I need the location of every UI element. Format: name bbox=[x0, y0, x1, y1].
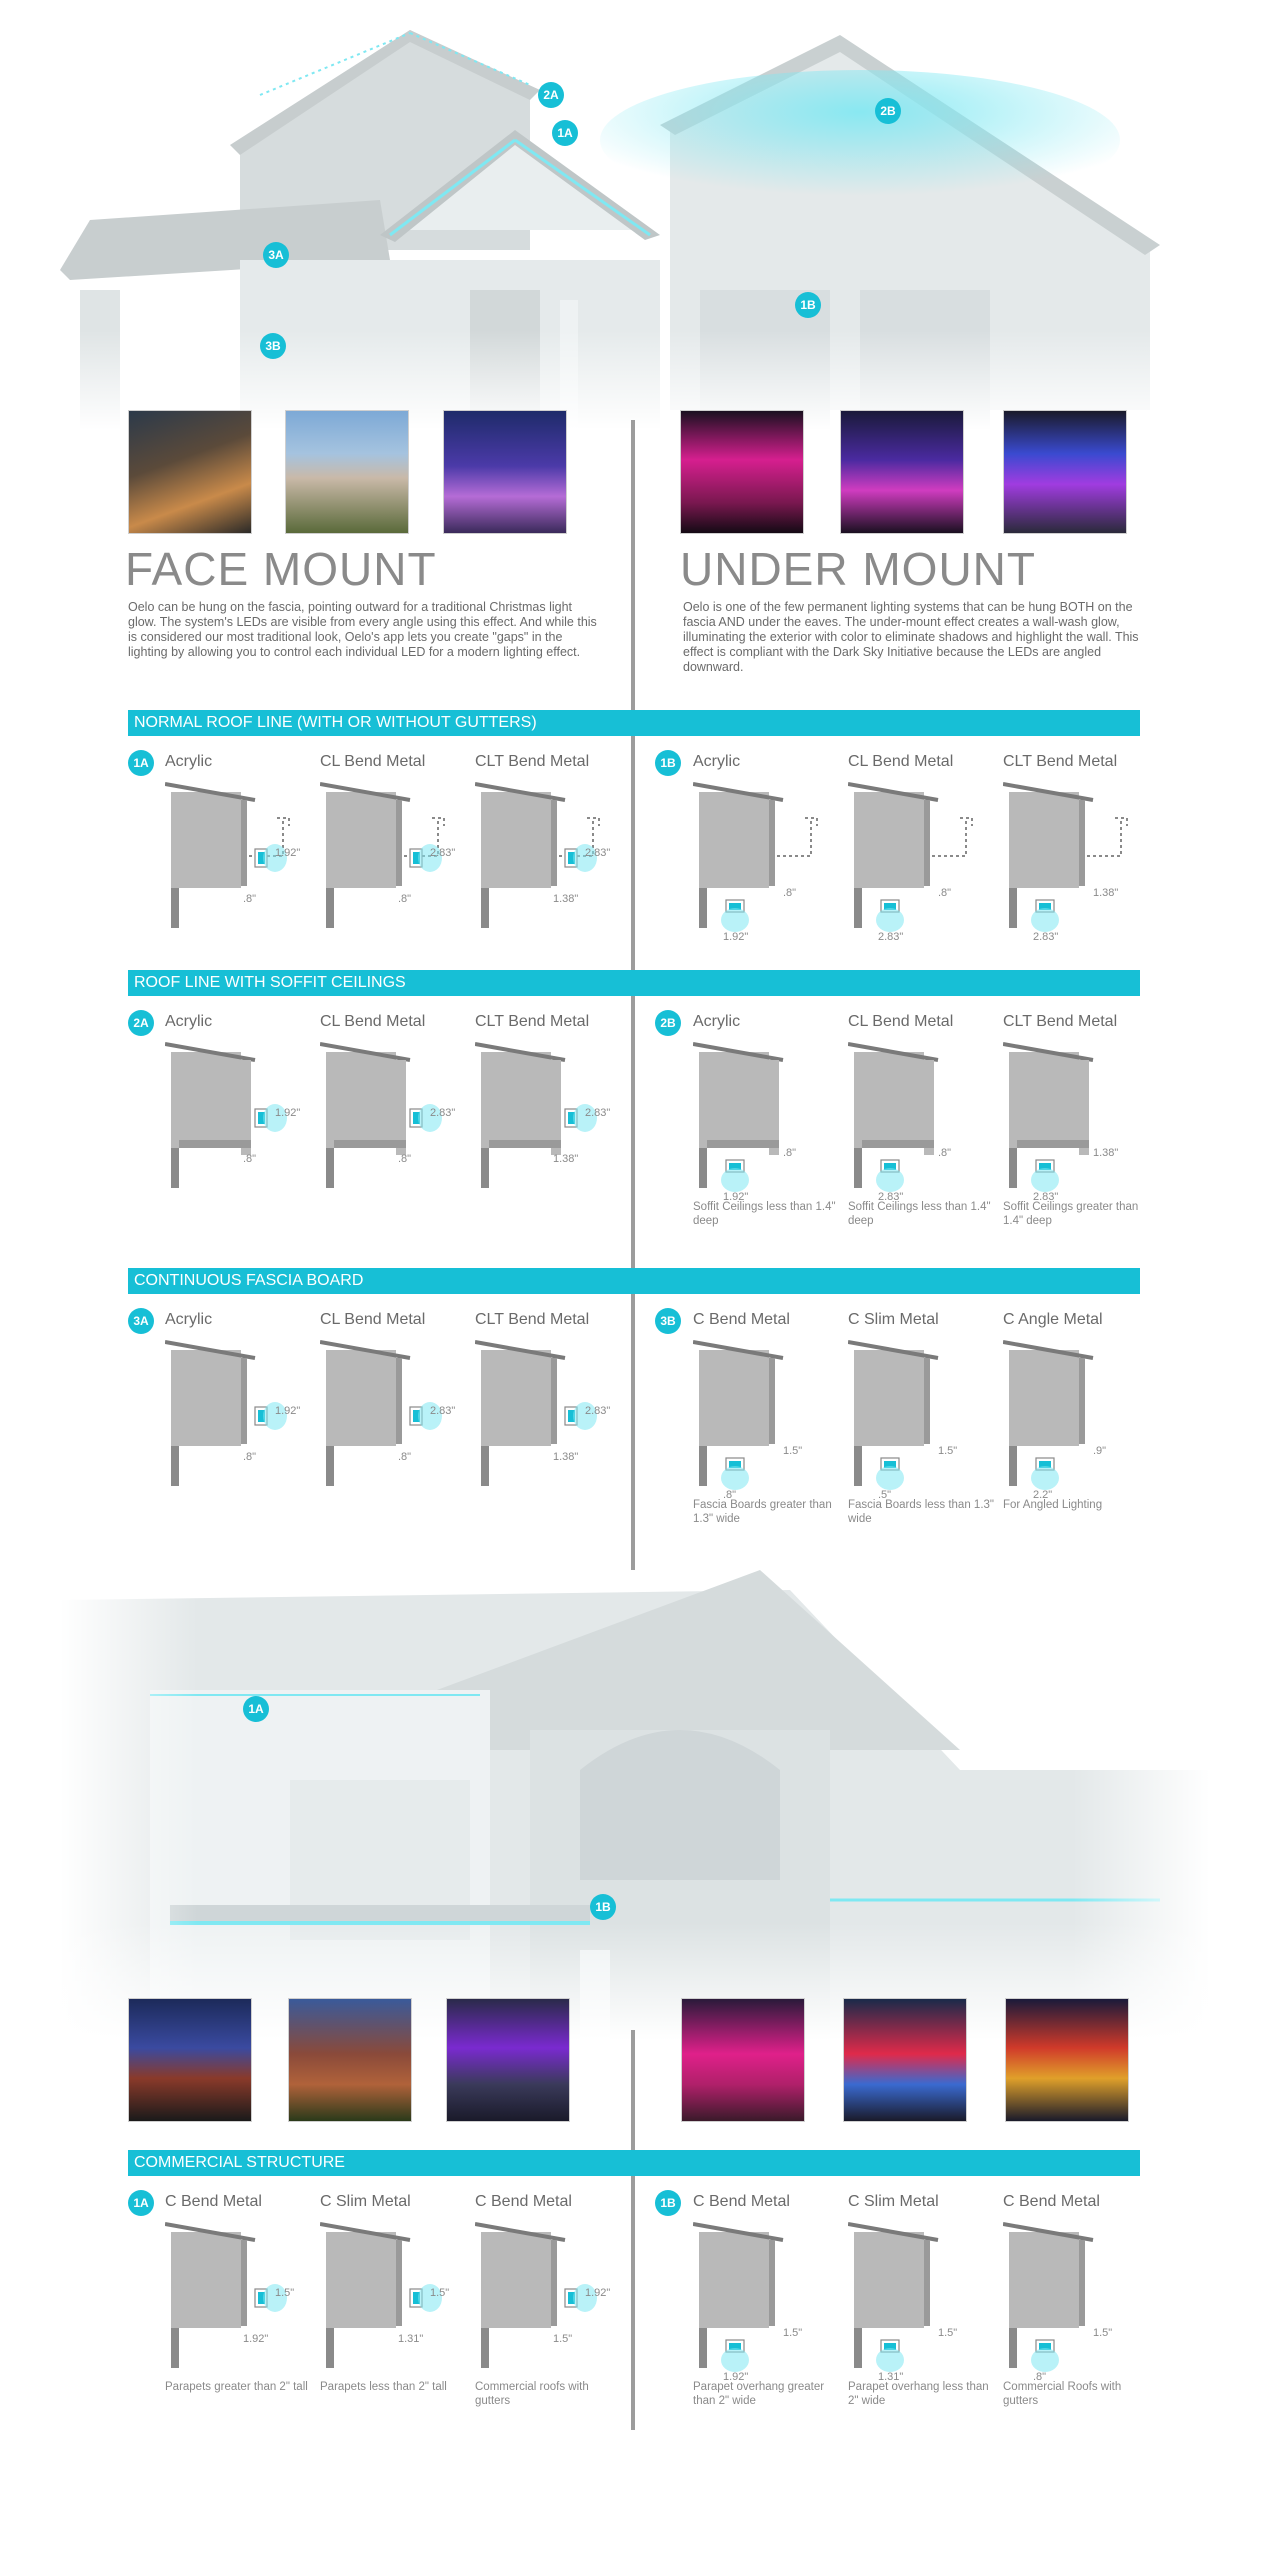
photo-face-3 bbox=[443, 410, 567, 534]
dim-height: 1.92" bbox=[275, 1107, 301, 1119]
under-mount-title: UNDER MOUNT bbox=[680, 543, 1036, 595]
section-bar: NORMAL ROOF LINE (WITH OR WITHOUT GUTTERS) bbox=[128, 710, 1140, 736]
dim-width: 2.83" bbox=[1033, 931, 1059, 943]
under-mount-description: Oelo is one of the few permanent lighting systems that can be hung BOTH on the fascia AND under the eaves. The under-mount effect creates a wall-wash glow, illuminating the exterior with color to eliminate shadows and highlight the wall. This effect is compliant with the Dark Sky Initiative because the LEDs are angled downward. bbox=[683, 600, 1139, 674]
section-badge-right: 3B bbox=[655, 1308, 681, 1334]
wall-profile bbox=[320, 1342, 410, 1486]
wall-profile bbox=[848, 784, 972, 928]
mount-title: Acrylic bbox=[693, 1013, 741, 1030]
mount-note: Commercial roofs with gutters bbox=[475, 2381, 589, 2407]
mount-title: C Slim Metal bbox=[848, 1311, 939, 1328]
photo-commercial-4 bbox=[681, 1998, 805, 2122]
mount-title: CL Bend Metal bbox=[848, 1013, 954, 1030]
dim-width: 2.83" bbox=[878, 931, 904, 943]
dim-height: 2.83" bbox=[430, 1107, 456, 1119]
section-bar: CONTINUOUS FASCIA BOARD bbox=[128, 1268, 1140, 1294]
mount-note: Soffit Ceilings greater than 1.4" deep bbox=[1003, 1201, 1139, 1227]
mount-diagram bbox=[475, 2218, 615, 2388]
mount-diagram bbox=[1003, 778, 1143, 948]
section-badge-left: 1A bbox=[128, 2190, 154, 2216]
mount-title: C Slim Metal bbox=[320, 2193, 411, 2210]
mount-title: C Angle Metal bbox=[1003, 1311, 1103, 1328]
dim-height: 2.83" bbox=[585, 1405, 611, 1417]
wall-profile bbox=[1003, 784, 1127, 928]
dim-depth: .8" bbox=[243, 1451, 257, 1463]
led-strip-icon bbox=[721, 900, 749, 932]
dim-depth: .8" bbox=[938, 887, 952, 899]
led-strip-icon bbox=[1031, 900, 1059, 932]
wall-profile bbox=[165, 1342, 255, 1486]
dim-height: 1.92" bbox=[275, 1405, 301, 1417]
face-mount-description: Oelo can be hung on the fascia, pointing outward for a traditional Christmas light glow. The system's LEDs are visible from every angle using this effect. And while this is considered our most traditional look, Oelo's app lets you create "gaps" in the lighting by allowing you to control each individual LED for a modern lighting effect. bbox=[128, 600, 597, 659]
callout-1b: 1B bbox=[795, 292, 821, 318]
callout-3b: 3B bbox=[260, 333, 286, 359]
photo-commercial-5 bbox=[843, 1998, 967, 2122]
mount-title: C Bend Metal bbox=[693, 1311, 790, 1328]
mount-diagram bbox=[1003, 1038, 1143, 1208]
section-badge-left: 2A bbox=[128, 1010, 154, 1036]
mount-title: C Bend Metal bbox=[1003, 2193, 1100, 2210]
mount-title: CL Bend Metal bbox=[320, 1311, 426, 1328]
dim-depth: .8" bbox=[783, 887, 797, 899]
mount-title: CLT Bend Metal bbox=[475, 753, 590, 770]
led-strip-icon bbox=[876, 1458, 904, 1490]
dim-depth: 1.92" bbox=[243, 2333, 269, 2345]
mount-diagram bbox=[848, 1038, 988, 1208]
mount-diagram bbox=[475, 1336, 615, 1506]
dim-depth: 1.38" bbox=[553, 1153, 579, 1165]
dim-depth: 1.5" bbox=[938, 2327, 958, 2339]
mount-note: Parapet overhang less than 2" wide bbox=[848, 2381, 989, 2407]
mount-title: CL Bend Metal bbox=[320, 1013, 426, 1030]
mount-title: CL Bend Metal bbox=[848, 753, 954, 770]
column-divider bbox=[631, 420, 635, 1590]
house-illustration bbox=[60, 30, 1210, 430]
mount-title: Acrylic bbox=[165, 753, 213, 770]
photo-face-1 bbox=[128, 410, 252, 534]
section-badge-right: 1B bbox=[655, 2190, 681, 2216]
dim-depth: 1.38" bbox=[553, 1451, 579, 1463]
photo-under-1 bbox=[680, 410, 804, 534]
photo-commercial-6 bbox=[1005, 1998, 1129, 2122]
wall-profile bbox=[693, 784, 817, 928]
photo-commercial-1 bbox=[128, 1998, 252, 2122]
mount-diagram bbox=[475, 778, 615, 948]
commercial-hero-illustration bbox=[60, 1570, 1210, 2040]
mount-diagram bbox=[1003, 2218, 1143, 2388]
photo-commercial-2 bbox=[288, 1998, 412, 2122]
mount-title: CLT Bend Metal bbox=[1003, 753, 1118, 770]
mount-title: C Slim Metal bbox=[848, 2193, 939, 2210]
dim-depth: 1.5" bbox=[553, 2333, 573, 2345]
mount-diagram bbox=[1003, 1336, 1143, 1506]
dim-depth: .8" bbox=[398, 1451, 412, 1463]
dim-width: .8" bbox=[1033, 2371, 1047, 2383]
commercial-callout-1a: 1A bbox=[243, 1696, 269, 1722]
mount-title: Acrylic bbox=[165, 1311, 213, 1328]
dim-depth: 1.5" bbox=[938, 1445, 958, 1457]
mount-diagram bbox=[693, 1336, 833, 1506]
mount-title: Acrylic bbox=[693, 753, 741, 770]
photo-face-2 bbox=[285, 410, 409, 534]
mount-diagram bbox=[848, 778, 988, 948]
dim-height: 1.5" bbox=[275, 2287, 295, 2299]
dim-depth: .8" bbox=[243, 893, 257, 905]
wall-profile bbox=[320, 2224, 410, 2368]
dim-width: .8" bbox=[723, 1489, 737, 1501]
wall-profile bbox=[165, 1044, 255, 1188]
mount-diagram bbox=[693, 778, 833, 948]
dim-depth: 1.5" bbox=[783, 1445, 803, 1457]
mount-title: CLT Bend Metal bbox=[475, 1311, 590, 1328]
mount-note: Parapet overhang greater than 2" wide bbox=[693, 2381, 825, 2407]
dim-height: 2.83" bbox=[430, 1405, 456, 1417]
wall-profile bbox=[475, 2224, 565, 2368]
dim-width: 1.92" bbox=[723, 1191, 749, 1203]
dim-depth: 1.5" bbox=[1093, 2327, 1113, 2339]
dim-width: .5" bbox=[878, 1489, 892, 1501]
mount-note: Parapets less than 2" tall bbox=[320, 2381, 447, 2393]
led-strip-icon bbox=[1031, 1160, 1059, 1192]
mount-diagram bbox=[475, 1038, 615, 1208]
led-strip-icon bbox=[876, 2340, 904, 2372]
photo-commercial-3 bbox=[446, 1998, 570, 2122]
led-strip-icon bbox=[721, 2340, 749, 2372]
mount-diagram bbox=[165, 1038, 305, 1208]
dim-width: 2.83" bbox=[878, 1191, 904, 1203]
dim-width: 2.2" bbox=[1033, 1489, 1053, 1501]
wall-profile bbox=[475, 1342, 565, 1486]
column-divider-commercial bbox=[631, 2030, 635, 2430]
mount-title: CLT Bend Metal bbox=[475, 1013, 590, 1030]
mount-note: Commercial Roofs with gutters bbox=[1003, 2381, 1122, 2407]
mount-title: C Bend Metal bbox=[165, 2193, 262, 2210]
dim-height: 2.83" bbox=[430, 847, 456, 859]
mount-diagram bbox=[165, 2218, 305, 2388]
led-strip-icon bbox=[721, 1458, 749, 1490]
dim-width: 2.83" bbox=[1033, 1191, 1059, 1203]
mount-diagram bbox=[320, 1038, 460, 1208]
mount-title: C Bend Metal bbox=[693, 2193, 790, 2210]
mount-note: Soffit Ceilings less than 1.4" deep bbox=[693, 1201, 836, 1227]
mount-diagram bbox=[693, 2218, 833, 2388]
commercial-callout-1b: 1B bbox=[590, 1894, 616, 1920]
mount-note: Fascia Boards less than 1.3" wide bbox=[848, 1499, 994, 1525]
wall-profile bbox=[165, 2224, 255, 2368]
photo-under-3 bbox=[1003, 410, 1127, 534]
mount-diagram bbox=[320, 2218, 460, 2388]
mount-title: Acrylic bbox=[165, 1013, 213, 1030]
dim-height: 2.83" bbox=[585, 847, 611, 859]
led-strip-icon bbox=[1031, 1458, 1059, 1490]
dim-depth: .8" bbox=[938, 1147, 952, 1159]
mount-diagram bbox=[848, 2218, 988, 2388]
section-bar: ROOF LINE WITH SOFFIT CEILINGS bbox=[128, 970, 1140, 996]
mount-diagram bbox=[320, 1336, 460, 1506]
led-strip-icon bbox=[721, 1160, 749, 1192]
mount-diagram bbox=[848, 1336, 988, 1506]
callout-3a: 3A bbox=[263, 242, 289, 268]
dim-depth: .8" bbox=[398, 1153, 412, 1165]
led-strip-icon bbox=[876, 1160, 904, 1192]
section-bar: COMMERCIAL STRUCTURE bbox=[128, 2150, 1140, 2176]
dim-height: 1.92" bbox=[585, 2287, 611, 2299]
section-badge-right: 2B bbox=[655, 1010, 681, 1036]
dim-height: 1.5" bbox=[430, 2287, 450, 2299]
mount-note: Soffit Ceilings less than 1.4" deep bbox=[848, 1201, 991, 1227]
face-mount-title: FACE MOUNT bbox=[125, 543, 437, 595]
mount-title: C Bend Metal bbox=[475, 2193, 572, 2210]
house-hero-illustration bbox=[60, 30, 1210, 430]
commercial-building-illustration bbox=[60, 1570, 1210, 2040]
section-badge-left: 3A bbox=[128, 1308, 154, 1334]
mount-title: CLT Bend Metal bbox=[1003, 1013, 1118, 1030]
mount-note: Parapets greater than 2" tall bbox=[165, 2381, 308, 2393]
mount-diagram bbox=[693, 1038, 833, 1208]
dim-depth: 1.5" bbox=[783, 2327, 803, 2339]
dim-depth: .9" bbox=[1093, 1445, 1107, 1457]
mount-note: Fascia Boards greater than 1.3" wide bbox=[693, 1499, 832, 1525]
mount-diagram bbox=[165, 778, 305, 948]
dim-depth: 1.38" bbox=[553, 893, 579, 905]
photo-under-2 bbox=[840, 410, 964, 534]
wall-profile bbox=[475, 1044, 565, 1188]
mount-note: For Angled Lighting bbox=[1003, 1499, 1103, 1511]
section-badge-right: 1B bbox=[655, 750, 681, 776]
wall-profile bbox=[320, 1044, 410, 1188]
dim-width: 1.31" bbox=[878, 2371, 904, 2383]
dim-depth: 1.38" bbox=[1093, 887, 1119, 899]
mount-diagram bbox=[320, 778, 460, 948]
callout-2b: 2B bbox=[875, 98, 901, 124]
mount-diagram bbox=[165, 1336, 305, 1506]
dim-depth: .8" bbox=[783, 1147, 797, 1159]
dim-depth: .8" bbox=[243, 1153, 257, 1165]
led-strip-icon bbox=[1031, 2340, 1059, 2372]
dim-depth: .8" bbox=[398, 893, 412, 905]
dim-depth: 1.31" bbox=[398, 2333, 424, 2345]
dim-depth: 1.38" bbox=[1093, 1147, 1119, 1159]
dim-width: 1.92" bbox=[723, 2371, 749, 2383]
callout-2a: 2A bbox=[538, 82, 564, 108]
led-strip-icon bbox=[876, 900, 904, 932]
dim-width: 1.92" bbox=[723, 931, 749, 943]
mount-title: CL Bend Metal bbox=[320, 753, 426, 770]
dim-height: 1.92" bbox=[275, 847, 301, 859]
dim-height: 2.83" bbox=[585, 1107, 611, 1119]
section-badge-left: 1A bbox=[128, 750, 154, 776]
callout-1a: 1A bbox=[552, 120, 578, 146]
